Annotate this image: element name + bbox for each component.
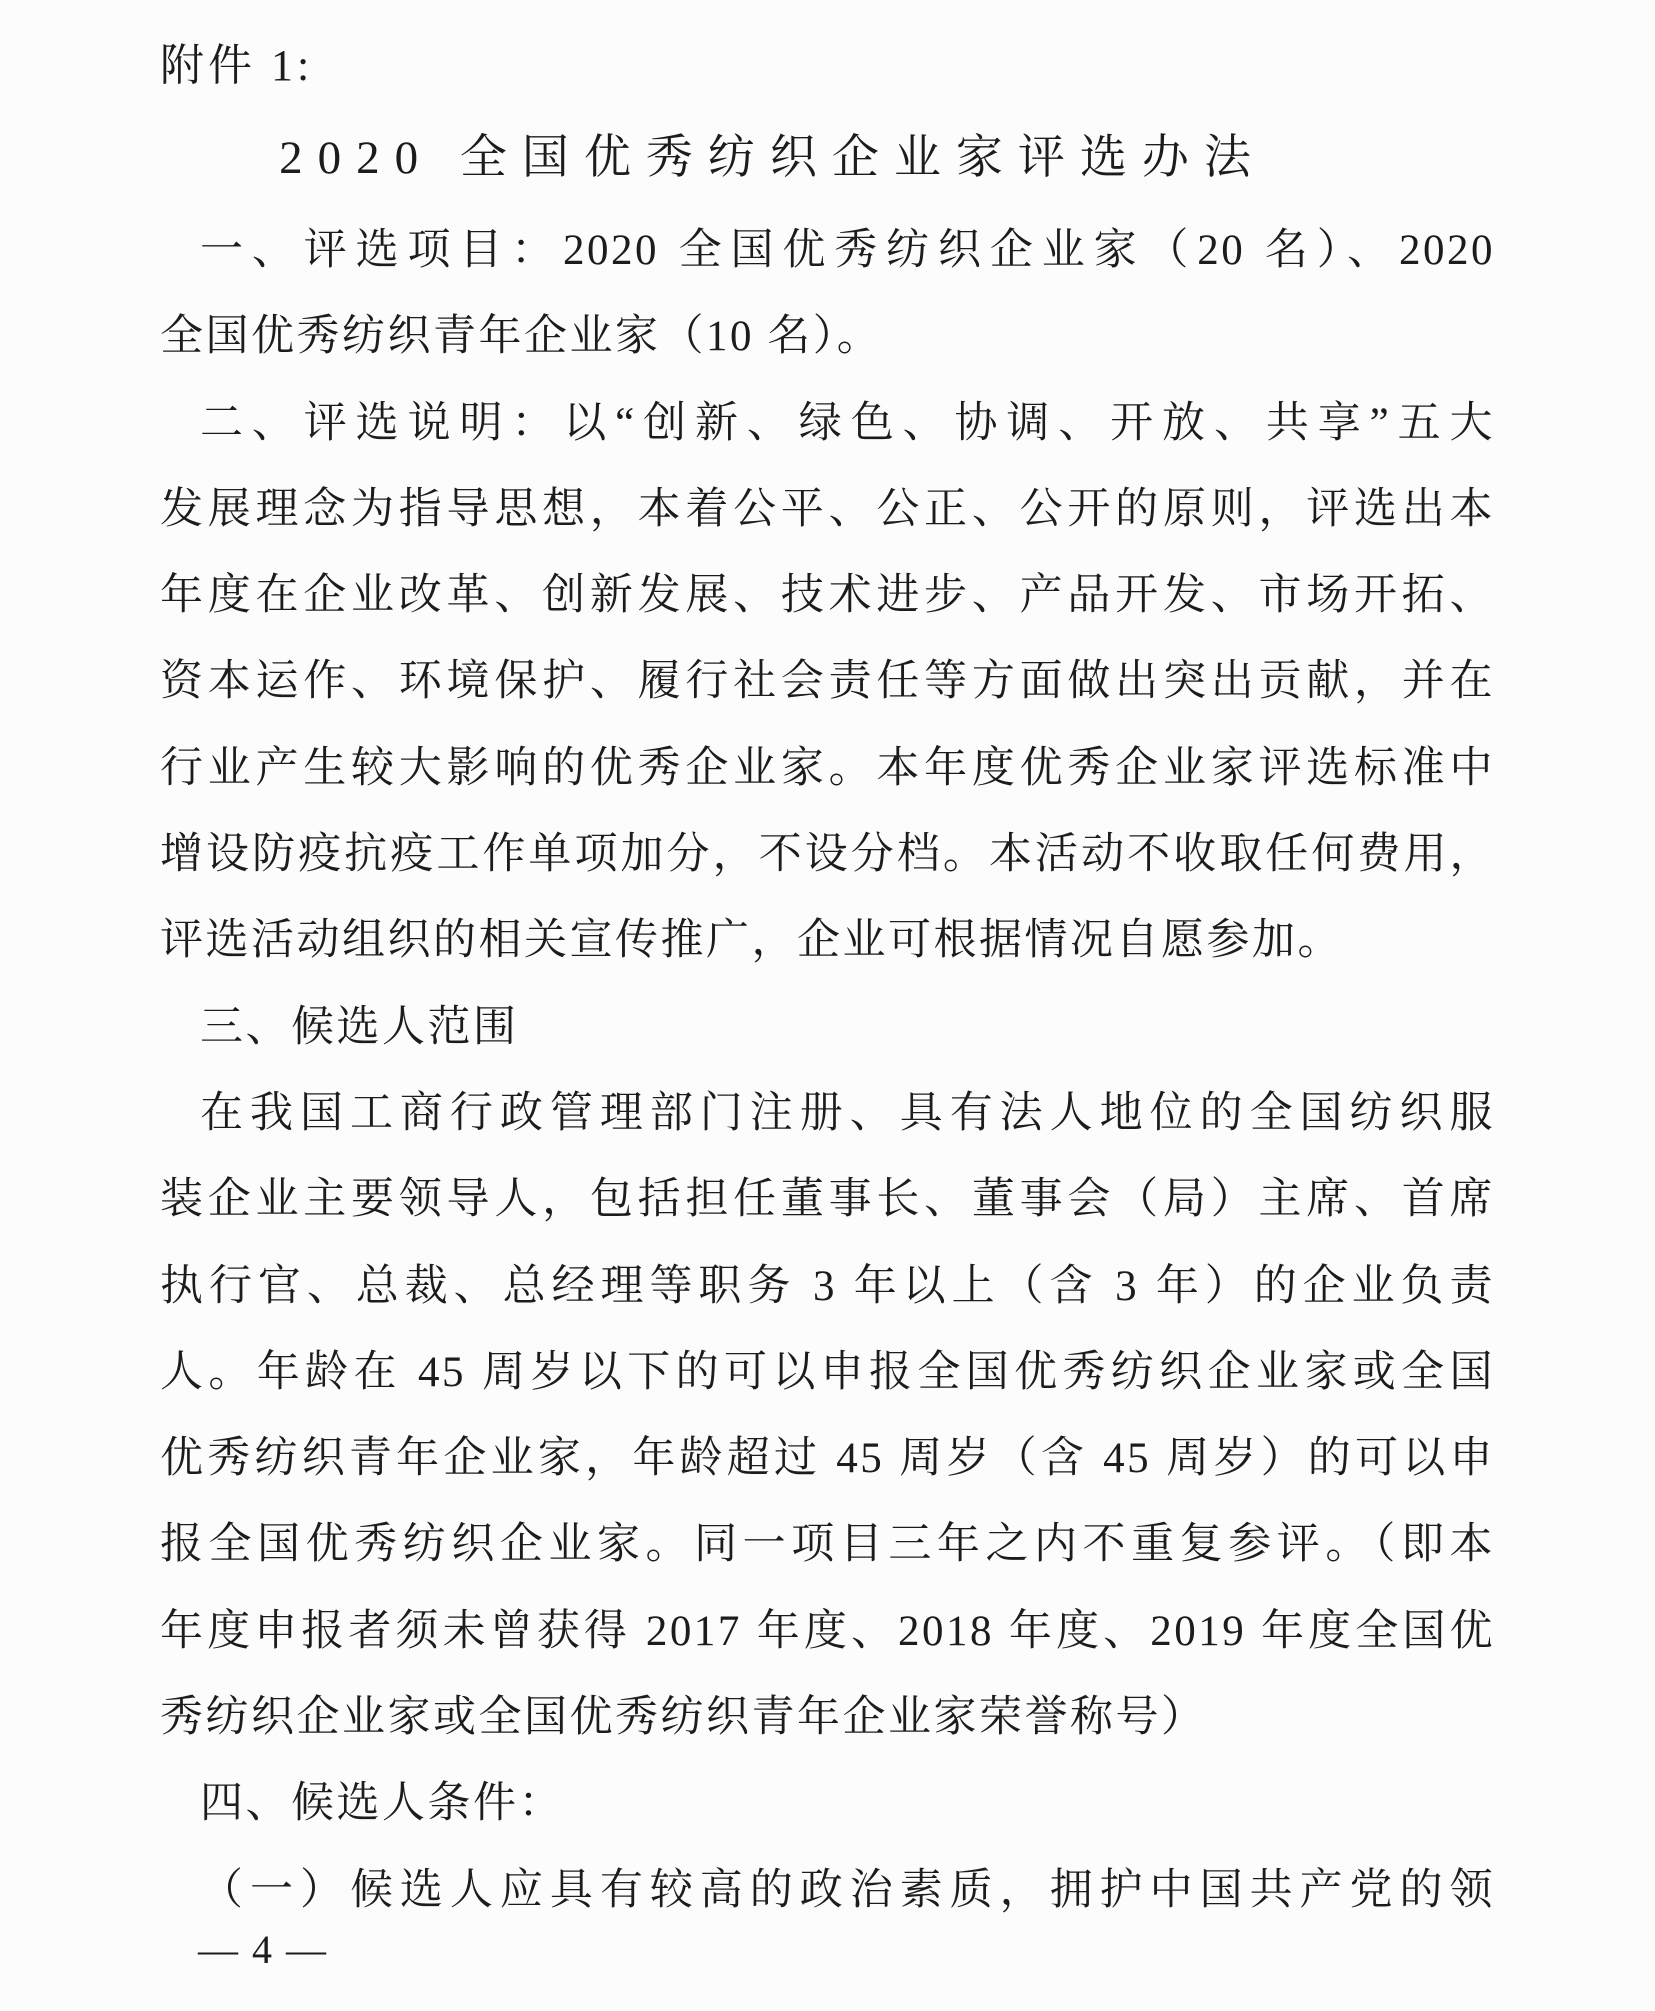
body-line: 二、评选说明：以“创新、绿色、协调、开放、共享”五大: [200, 399, 1495, 447]
body-line: 增设防疫抗疫工作单项加分，不设分档。本活动不收取任何费用，: [160, 831, 1495, 879]
body-line: 一、评选项目：2020 全国优秀纺织企业家（20 名）、2020: [200, 227, 1495, 274]
body-line: 行业产生较大影响的优秀企业家。本年度优秀企业家评选标准中: [160, 744, 1495, 792]
body-line: 执行官、总裁、总经理等职务 3 年以上（含 3 年）的企业负责: [160, 1262, 1495, 1310]
section-heading: 三、候选人范围: [200, 1003, 519, 1051]
body-line: 资本运作、环境保护、履行社会责任等方面做出突出贡献，并在: [160, 658, 1495, 706]
document-title: 2020 全国优秀纺织企业家评选办法: [279, 132, 1266, 184]
body-line: 在我国工商行政管理部门注册、具有法人地位的全国纺织服: [200, 1089, 1495, 1137]
body-line: 报全国优秀纺织企业家。同一项目三年之内不重复参评。（即本: [160, 1521, 1495, 1569]
body-line: 年度在企业改革、创新发展、技术进步、产品开发、市场开拓、: [160, 572, 1495, 620]
body-line: 优秀纺织青年企业家，年龄超过 45 周岁（含 45 周岁）的可以申: [160, 1435, 1495, 1483]
body-line: 年度申报者须未曾获得 2017 年度、2018 年度、2019 年度全国优: [160, 1607, 1495, 1655]
body-line: 评选活动组织的相关宣传推广，企业可根据情况自愿参加。: [160, 917, 1343, 965]
body-line: （一）候选人应具有较高的政治素质，拥护中国共产党的领: [200, 1866, 1495, 1914]
body-line: 秀纺织企业家或全国优秀纺织青年企业家荣誉称号）: [160, 1694, 1207, 1742]
page-number: — 4 —: [198, 1927, 328, 1972]
body-line: 装企业主要领导人，包括担任董事长、董事会（局）主席、首席: [160, 1176, 1495, 1224]
document-body: [160, 208, 1495, 1934]
body-line: 人。年龄在 45 周岁以下的可以申报全国优秀纺织企业家或全国: [160, 1348, 1495, 1396]
body-line: 发展理念为指导思想，本着公平、公正、公开的原则，评选出本: [160, 485, 1495, 533]
title-row: [160, 128, 1495, 188]
section-heading: 四、候选人条件：: [200, 1780, 564, 1828]
body-line: 全国优秀纺织青年企业家（10 名）。: [160, 313, 883, 361]
attachment-label: 附件 1:: [160, 41, 314, 90]
